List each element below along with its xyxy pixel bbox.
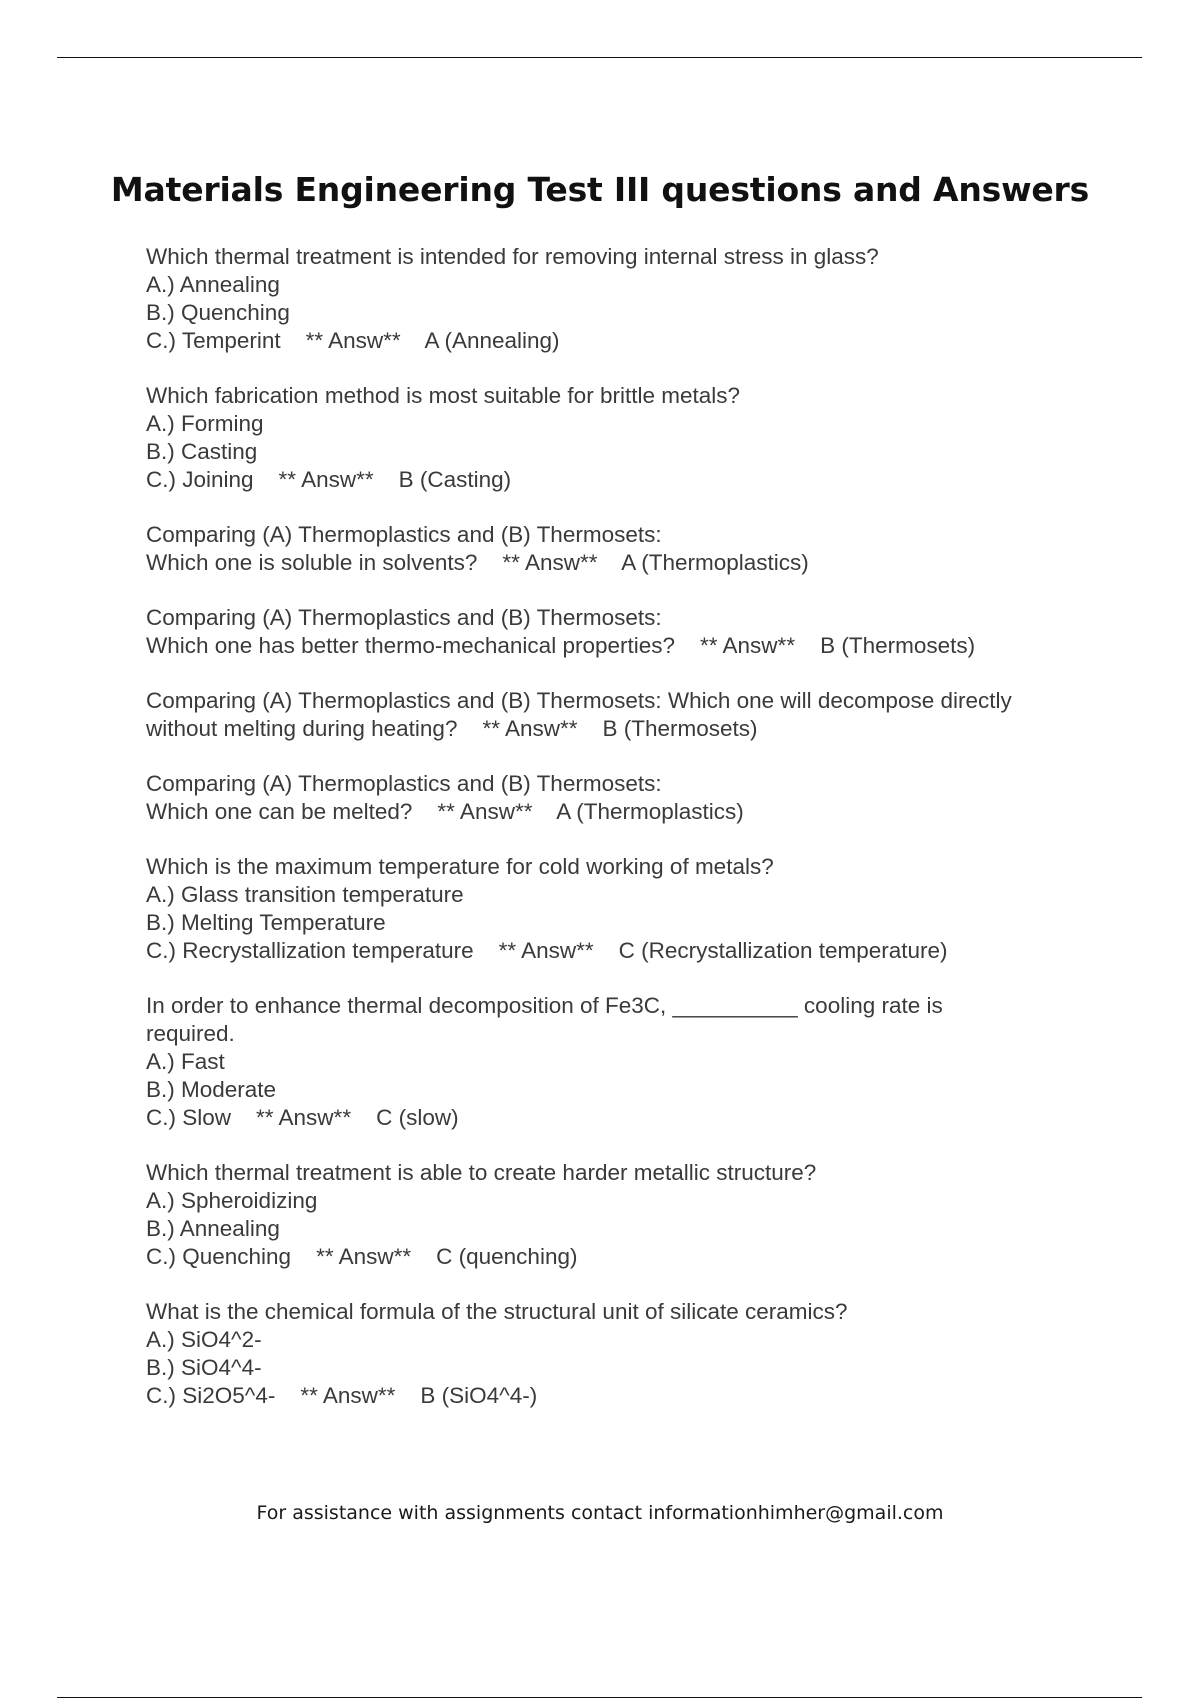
question-block (146, 521, 1106, 577)
question-text: Comparing (A) Thermoplastics and (B) Thermosets: (146, 522, 662, 547)
question-text: Which thermal treatment is able to create harder metallic structure? (146, 1160, 817, 1185)
question-block (146, 1159, 1106, 1271)
question-line: B.) Moderate (146, 1077, 277, 1102)
question-block (146, 382, 1106, 494)
question-line: B.) Quenching (146, 300, 290, 325)
question-text: Which thermal treatment is intended for removing internal stress in glass? (146, 244, 879, 269)
question-line: C.) Quenching ** Answ** C (quenching) (146, 1244, 578, 1269)
question-line: A.) Forming (146, 411, 264, 436)
question-line: Which one has better thermo-mechanical properties? ** Answ** B (Thermosets) (146, 633, 976, 658)
question-line: Which one is soluble in solvents? ** Answ** A (Thermoplastics) (146, 550, 809, 575)
question-line: B.) Melting Temperature (146, 910, 386, 935)
question-line: C.) Recrystallization temperature ** Answ** C (Recrystallization temperature) (146, 938, 948, 963)
question-line: B.) Casting (146, 439, 258, 464)
top-rule (57, 57, 1142, 58)
question-text: Comparing (A) Thermoplastics and (B) Thermosets: (146, 605, 662, 630)
question-text: Comparing (A) Thermoplastics and (B) Thermosets: (146, 771, 662, 796)
question-text: In order to enhance thermal decomposition of Fe3C, __________ cooling rate is (146, 993, 943, 1018)
question-block (146, 243, 1106, 355)
question-line: A.) SiO4^2- (146, 1327, 262, 1352)
question-line: Which one can be melted? ** Answ** A (Thermoplastics) (146, 799, 744, 824)
question-line: without melting during heating? ** Answ** B (Thermosets) (146, 716, 758, 741)
question-line: C.) Slow ** Answ** C (slow) (146, 1105, 459, 1130)
question-line: A.) Glass transition temperature (146, 882, 464, 907)
page-title: Materials Engineering Test III questions and Answers (110, 170, 1090, 210)
question-line: A.) Spheroidizing (146, 1188, 318, 1213)
question-line: C.) Si2O5^4- ** Answ** B (SiO4^4-) (146, 1383, 538, 1408)
question-line: B.) Annealing (146, 1216, 280, 1241)
question-text: Which is the maximum temperature for cold working of metals? (146, 854, 774, 879)
footer-contact: For assistance with assignments contact informationhimher@gmail.com (256, 1502, 944, 1524)
question-line: required. (146, 1021, 235, 1046)
question-block (146, 853, 1106, 965)
question-block (146, 1298, 1106, 1410)
question-text: Which fabrication method is most suitable for brittle metals? (146, 383, 740, 408)
question-block (146, 992, 1106, 1132)
question-line: C.) Joining ** Answ** B (Casting) (146, 467, 512, 492)
question-block (146, 687, 1106, 743)
question-line: A.) Annealing (146, 272, 280, 297)
question-text: What is the chemical formula of the structural unit of silicate ceramics? (146, 1299, 848, 1324)
question-block (146, 770, 1106, 826)
bottom-rule (57, 1697, 1142, 1698)
question-list (146, 243, 1106, 1437)
question-line: A.) Fast (146, 1049, 225, 1074)
question-line: C.) Temperint ** Answ** A (Annealing) (146, 328, 560, 353)
question-line: B.) SiO4^4- (146, 1355, 262, 1380)
question-text: Comparing (A) Thermoplastics and (B) Thermosets: Which one will decompose directly (146, 688, 1012, 713)
question-block (146, 604, 1106, 660)
